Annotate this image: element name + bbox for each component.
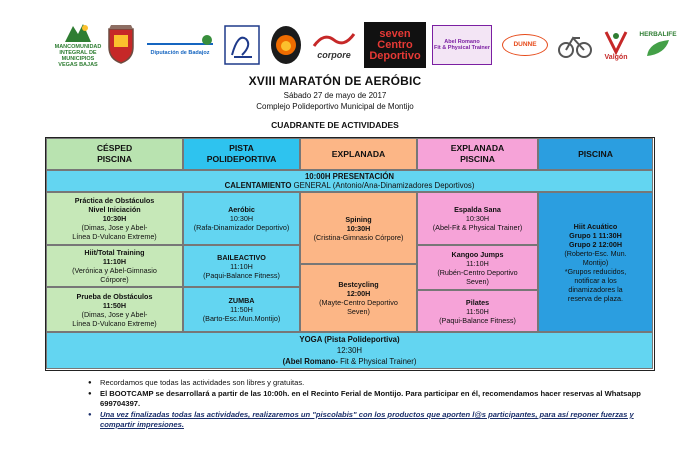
dunne-oval	[502, 34, 548, 56]
corpore-icon	[310, 30, 358, 50]
activity-cell-cesped-1: Práctica de Obstáculos Nivel Iniciación 10:30H (Dimas, Jose y Abel- Línea D-Vulcano Extreme)	[46, 192, 183, 245]
activity-cell-explanada-piscina-2: Kangoo Jumps 11:10H (Rubén-Centro Deportivo Seven)	[417, 245, 538, 290]
crest-icon	[106, 25, 136, 65]
lady-d-logo	[222, 22, 262, 68]
valgon-logo	[598, 22, 634, 68]
lion-icon	[270, 25, 302, 65]
diputacion-logo	[144, 22, 216, 68]
page-title: XVIII MARATÓN DE AERÓBIC	[248, 74, 422, 88]
lion-logo	[268, 22, 304, 68]
activity-cell-pista-1: Aeróbic 10:30H (Rafa-Dinamizador Deportivo)	[183, 192, 300, 245]
note-item-piscolabis: ● Una vez finalizadas todas las actividades, realizaremos un "piscolabis" con los productos que aporten l@s participantes, para así reponer fuerzas y compartir impresiones.	[88, 410, 648, 430]
event-date: Sábado 27 de mayo de 2017	[283, 91, 387, 100]
leaf-icon	[643, 38, 673, 58]
diputacion-icon	[147, 34, 213, 50]
dunne-logo	[500, 22, 550, 68]
gimnasio-corpore-logo	[308, 22, 360, 68]
column-header-explanada: EXPLANADA	[300, 138, 417, 170]
yoga-time: 12:30H	[336, 346, 363, 355]
sponsor-logos	[54, 22, 677, 68]
column-header-explanada-piscina: EXPLANADA PISCINA	[417, 138, 538, 170]
seven-logo-text: seven Centro Deportivo	[369, 27, 421, 62]
corpore-logo-text: corpore	[317, 50, 351, 60]
activity-cell-pista-3: ZUMBA 11:50H (Barto-Esc.Mun.Montijo)	[183, 287, 300, 332]
abel-romano-logo-text: Abel Romano Fit & Physical Trainer	[434, 39, 490, 51]
activity-cell-explanada-piscina-3: Pilates 11:50H (Paqui-Balance Fitness)	[417, 290, 538, 332]
mancomunidad-icon	[63, 22, 93, 44]
column-header-piscina: PISCINA	[538, 138, 653, 170]
abel-romano-frame	[432, 25, 492, 65]
opening-row	[46, 170, 653, 192]
note-item-bootcamp: ● El BOOTCAMP se desarrollará a partir de las 10:00h. en el Recinto Ferial de Montijo. Para participar en él, recomendamos hacer reservas al Whatsapp 699704397.	[88, 389, 648, 409]
valgon-icon	[603, 29, 629, 55]
opening-warmup: CALENTAMIENTO GENERAL (Antonio/Ana-Dinamizadores Deportivos)	[224, 181, 475, 190]
mancomunidad-logo	[54, 22, 102, 68]
event-venue: Complejo Polideportivo Municipal de Montijo	[256, 102, 414, 111]
activity-cell-cesped-3: Prueba de Obstáculos 11:50H (Dimas, Jose y Abel- Línea D-Vulcano Extreme)	[46, 287, 183, 332]
valgon-logo-text: Valgón	[604, 54, 628, 61]
activity-cell-explanada-2: Bestcycling 12:00H (Mayte-Centro Deportivo Seven)	[300, 264, 417, 332]
lady-d-icon	[224, 25, 260, 65]
yoga-title: YOGA (Pista Polideportiva)	[299, 335, 400, 344]
herbalife-logo-text: HERBALIFE	[639, 31, 677, 38]
notes-list	[88, 378, 648, 431]
note-item-free: ● Recordamos que todas las actividades son libres y gratuitas.	[88, 378, 648, 388]
activity-cell-pista-2: BAILEACTIVO 11:10H (Paqui-Balance Fitness)	[183, 245, 300, 287]
activity-cell-cesped-2: Hiit/Total Training 11:10H (Verónica y Abel-Gimnasio Córpore)	[46, 245, 183, 287]
section-title: CUADRANTE DE ACTIVIDADES	[271, 120, 399, 130]
abel-romano-logo	[430, 22, 494, 68]
herbalife-logo	[638, 22, 678, 68]
dunne-logo-text: DUNNE	[513, 41, 537, 48]
activity-cell-explanada-1: Spining 10:30H (Cristina-Gimnasio Córpore)	[300, 192, 417, 264]
activities-table	[45, 137, 655, 371]
diputacion-logo-text: Diputación de Badajoz	[150, 50, 210, 56]
activity-cell-piscina: Hiit Acuático Grupo 1 11:30H Grupo 2 12:00H (Roberto-Esc. Mun. Montijo) *Grupos reducidos, notificar a los dinamizadores la reserva de plaza.	[538, 192, 653, 332]
mancomunidad-logo-text: MANCOMUNIDAD INTEGRAL DE MUNICIPIOS VEGAS BAJAS	[54, 44, 102, 68]
column-header-pista: PISTA POLIDEPORTIVA	[183, 138, 300, 170]
opening-presentation: 10:00H PRESENTACIÓN	[304, 172, 395, 181]
yoga-row	[46, 332, 653, 369]
bestcycling-logo	[556, 22, 594, 68]
crest-logo	[102, 22, 140, 68]
seven-logo	[364, 22, 426, 68]
column-header-cesped: CÉSPED PISCINA	[46, 138, 183, 170]
bicycle-icon	[558, 30, 592, 60]
yoga-instructor: (Abel Romano- Fit & Physical Trainer)	[282, 357, 417, 366]
document-header	[0, 74, 670, 130]
activity-cell-explanada-piscina-1: Espalda Sana 10:30H (Abel-Fit & Physical Trainer)	[417, 192, 538, 245]
